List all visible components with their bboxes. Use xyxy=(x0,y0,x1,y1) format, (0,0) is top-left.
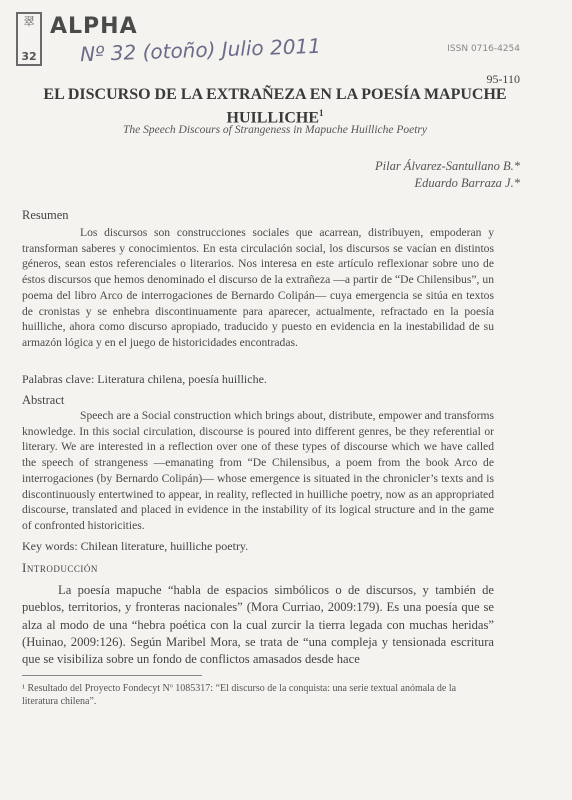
resumen-text: Los discursos son construcciones sociales que acarrean, distribuyen, empoderan y transforman saberes y conocimientos. En esta circulación social, los discursos se vacían en distintos géneros, sean estos referenciales o literarios. Nos interesa en este artículo reflexionar sobre uno de éstos discursos que hemos denominado el discurso de la extrañeza —a partir de “De Chilensibus”, un poema del libro Arco de interrogaciones de Bernardo Colipán— cuya emergencia se sitúa en textos de cronistas y se enhebra discontinuamente para aparecer, actualmente, refractado en la poesía huilliche, ahora como discurso apropiado, traducido y puesto en evidencia en la inestabilidad de su armazón lógica y en el juego de historicidades encontradas. xyxy=(22,226,494,349)
issn: ISSN 0716-4254 xyxy=(447,44,520,54)
logo-glyph: 翠 xyxy=(23,15,35,28)
author-2: Eduardo Barraza J.* xyxy=(414,176,520,190)
article-subtitle: The Speech Discours of Strangeness in Mapuche Huilliche Poetry xyxy=(122,124,428,136)
introduccion-text: La poesía mapuche “habla de espacios simbólicos o de discursos, y también de pueblos, territorios, y fronteras nacionales” (Mora Curriao, 2009:179). Es una poesía que se alza al modo de una “hebra poética con la cual zurcir la tierra legada con muchas heridas” (Huinao, 2009:126). Según Maribel Mora, se trata de “una compleja y tensionada escritura que se visibiliza sobre un fondo de conflictos amasados desde hace xyxy=(22,583,494,667)
title-footnote-mark: 1 xyxy=(318,108,324,118)
journal-name: ALPHA xyxy=(50,14,138,39)
page-range: 95-110 xyxy=(486,72,520,86)
resumen-heading: Resumen xyxy=(22,208,69,222)
article-title xyxy=(20,86,530,127)
abstract-heading: Abstract xyxy=(22,393,65,407)
authors xyxy=(375,158,520,192)
logo-number: 32 xyxy=(21,50,37,63)
footnote: ¹ Resultado del Proyecto Fondecyt Nº 1085317: “El discurso de la conquista: una serie textual anómala de la literatura chilena”. xyxy=(22,683,457,707)
author-1: Pilar Álvarez-Santullano B.* xyxy=(374,159,520,173)
introduccion-heading: Introducción xyxy=(22,560,98,575)
journal-logo xyxy=(16,12,42,66)
abstract-text: Speech are a Social construction which brings about, distribute, empower and transforms knowledge. In this social circulation, discourse is poured into different genres, be they referential or literary. We are interested in a reflection over one of these types of discourse which we have called the speech of strangeness —emanating from “De Chilensibus, a poem from the book Arco de interrogaciones (by Bernardo Colipán)— whose emergence is situated in the chronicler’s texts and is discontinuously entertwined to appear, in reality, reflected in huilliche poetry, now as an appropriated discourse, translated and placed in evidence in the instability of its logical structure and in the game of confronted historicities. xyxy=(22,409,494,532)
resumen-keywords: Palabras clave: Literatura chilena, poesía huilliche. xyxy=(22,372,267,386)
handwritten-note: Nº 32 (otoño) Julio 2011 xyxy=(79,33,322,67)
title-text: EL DISCURSO DE LA EXTRAÑEZA EN LA POESÍA MAPUCHE HUILLICHE xyxy=(43,86,507,127)
abstract-keywords: Key words: Chilean literature, huilliche poetry. xyxy=(22,539,249,553)
footnote-divider xyxy=(22,675,202,676)
